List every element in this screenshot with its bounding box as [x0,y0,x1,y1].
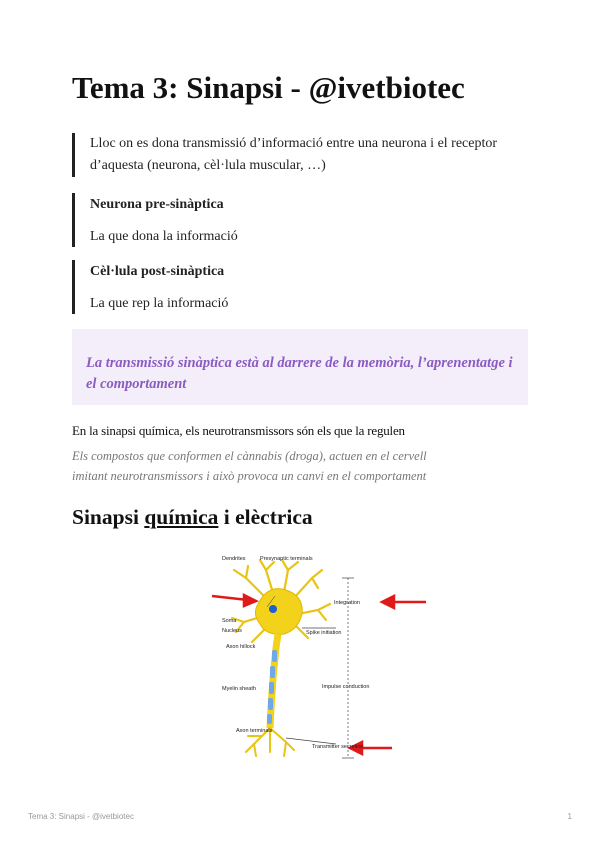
footer-title: Tema 3: Sinapsi - @ivetbiotec [28,812,134,821]
axon-shape [270,634,278,728]
section-heading-suffix: i elèctrica [218,505,313,529]
label-spike-initiation: Spike initiation [306,630,342,636]
page-title: Tema 3: Sinapsi - @ivetbiotec [72,70,465,105]
postsynaptic-quote [72,260,228,314]
callout-text: La transmissió sinàptica està al darrere de la memòria, l’aprenentatge i el comportament [86,355,513,392]
label-soma: Soma [222,618,237,624]
presynaptic-text: La que dona la informació [90,229,238,244]
postsynaptic-text: La que rep la informació [90,296,229,311]
italic-note: Els compostos que conformen el cànnabis (droga), actuen en el cervell imitant neurotransmissors i això provoca un canvi en el comportament [72,449,427,483]
label-impulse-conduction: Impulse conduction [322,684,370,690]
footer-page-number: 1 [567,812,572,821]
definition-text: Lloc on es dona transmissió d’informació entre una neurona i el receptor d’aquesta (neurona, cèl·lula muscular, …) [90,136,498,173]
presynaptic-quote [72,193,238,247]
section-heading-prefix: Sinapsi [72,505,145,529]
label-integration: Integration [334,600,360,606]
postsynaptic-heading: Cèl·lula post-sinàptica [90,264,225,279]
presynaptic-heading: Neurona pre-sinàptica [90,197,224,212]
label-transmitter-secretion: Transmitter secretion [312,744,364,750]
label-myelin-sheath: Myelin sheath [222,686,256,692]
definition-quote [72,133,500,177]
label-nucleus: Nucleus [222,628,242,634]
nucleus-shape [269,605,277,613]
neuron-diagram [136,548,464,768]
label-axon-terminals: Axon terminals [236,728,273,734]
section-heading-underlined: química [144,505,219,529]
label-axon-hillock: Axon hillock [226,644,256,650]
label-presynaptic-terminals: Presynaptic terminals [260,556,313,562]
section-heading [72,505,313,530]
body-paragraph: En la sinapsi química, els neurotransmissors són els que la regulen [72,423,405,438]
neuron-diagram-svg [136,548,464,768]
label-dendrites: Dendrites [222,556,246,562]
callout-box [72,329,528,405]
